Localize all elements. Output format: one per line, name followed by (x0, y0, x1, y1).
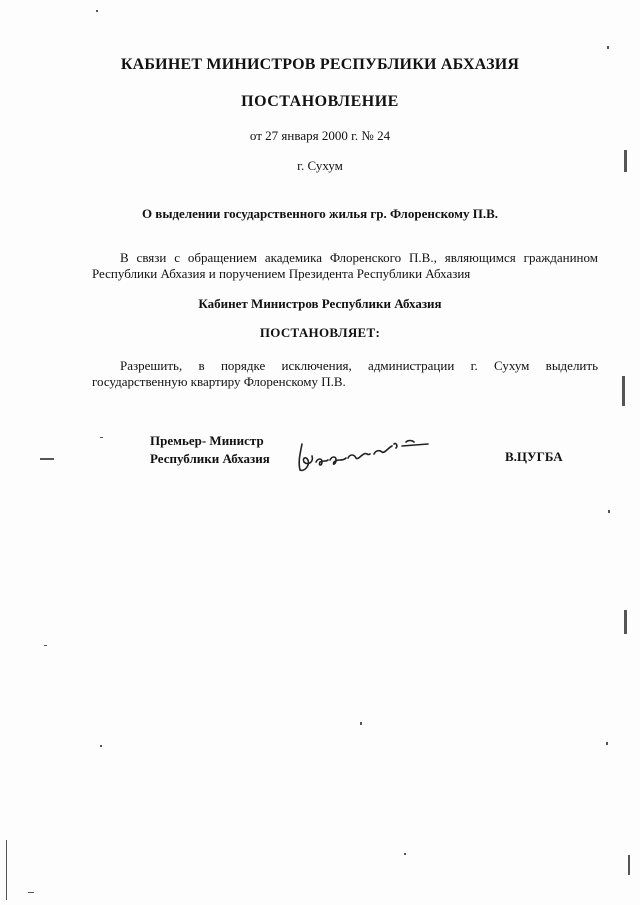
resolves-heading: ПОСТАНОВЛЯЕТ: (259, 325, 381, 340)
signatory-title-line1: Премьер- Министр (150, 433, 264, 448)
resolution-paragraph: Разрешить, в порядке исключения, администрации г. Сухум выделить государственную квартиру Флоренскому П.В. (92, 358, 598, 389)
signatory-title-line2: Республики Абхазия (150, 451, 270, 466)
preamble-paragraph: В связи с обращением академика Флоренского П.В., являющимся гражданином Республики Абхазия и поручением Президента Республики Абхазия (92, 250, 598, 281)
document-type-heading: ПОСТАНОВЛЕНИЕ (241, 93, 399, 110)
issuing-body: Кабинет Министров Республики Абхазия (198, 296, 442, 311)
city-line: г. Сухум (297, 158, 343, 173)
subject-heading: О выделении государственного жилья гр. Флоренскому П.В. (141, 206, 499, 221)
date-and-number: от 27 января 2000 г. № 24 (249, 128, 391, 143)
signatory-title (150, 432, 270, 468)
ministry-title: КАБИНЕТ МИНИСТРОВ РЕСПУБЛИКИ АБХАЗИЯ (120, 56, 520, 73)
handwritten-signature (294, 432, 444, 480)
signatory-name: В.ЦУГБА (505, 449, 563, 464)
